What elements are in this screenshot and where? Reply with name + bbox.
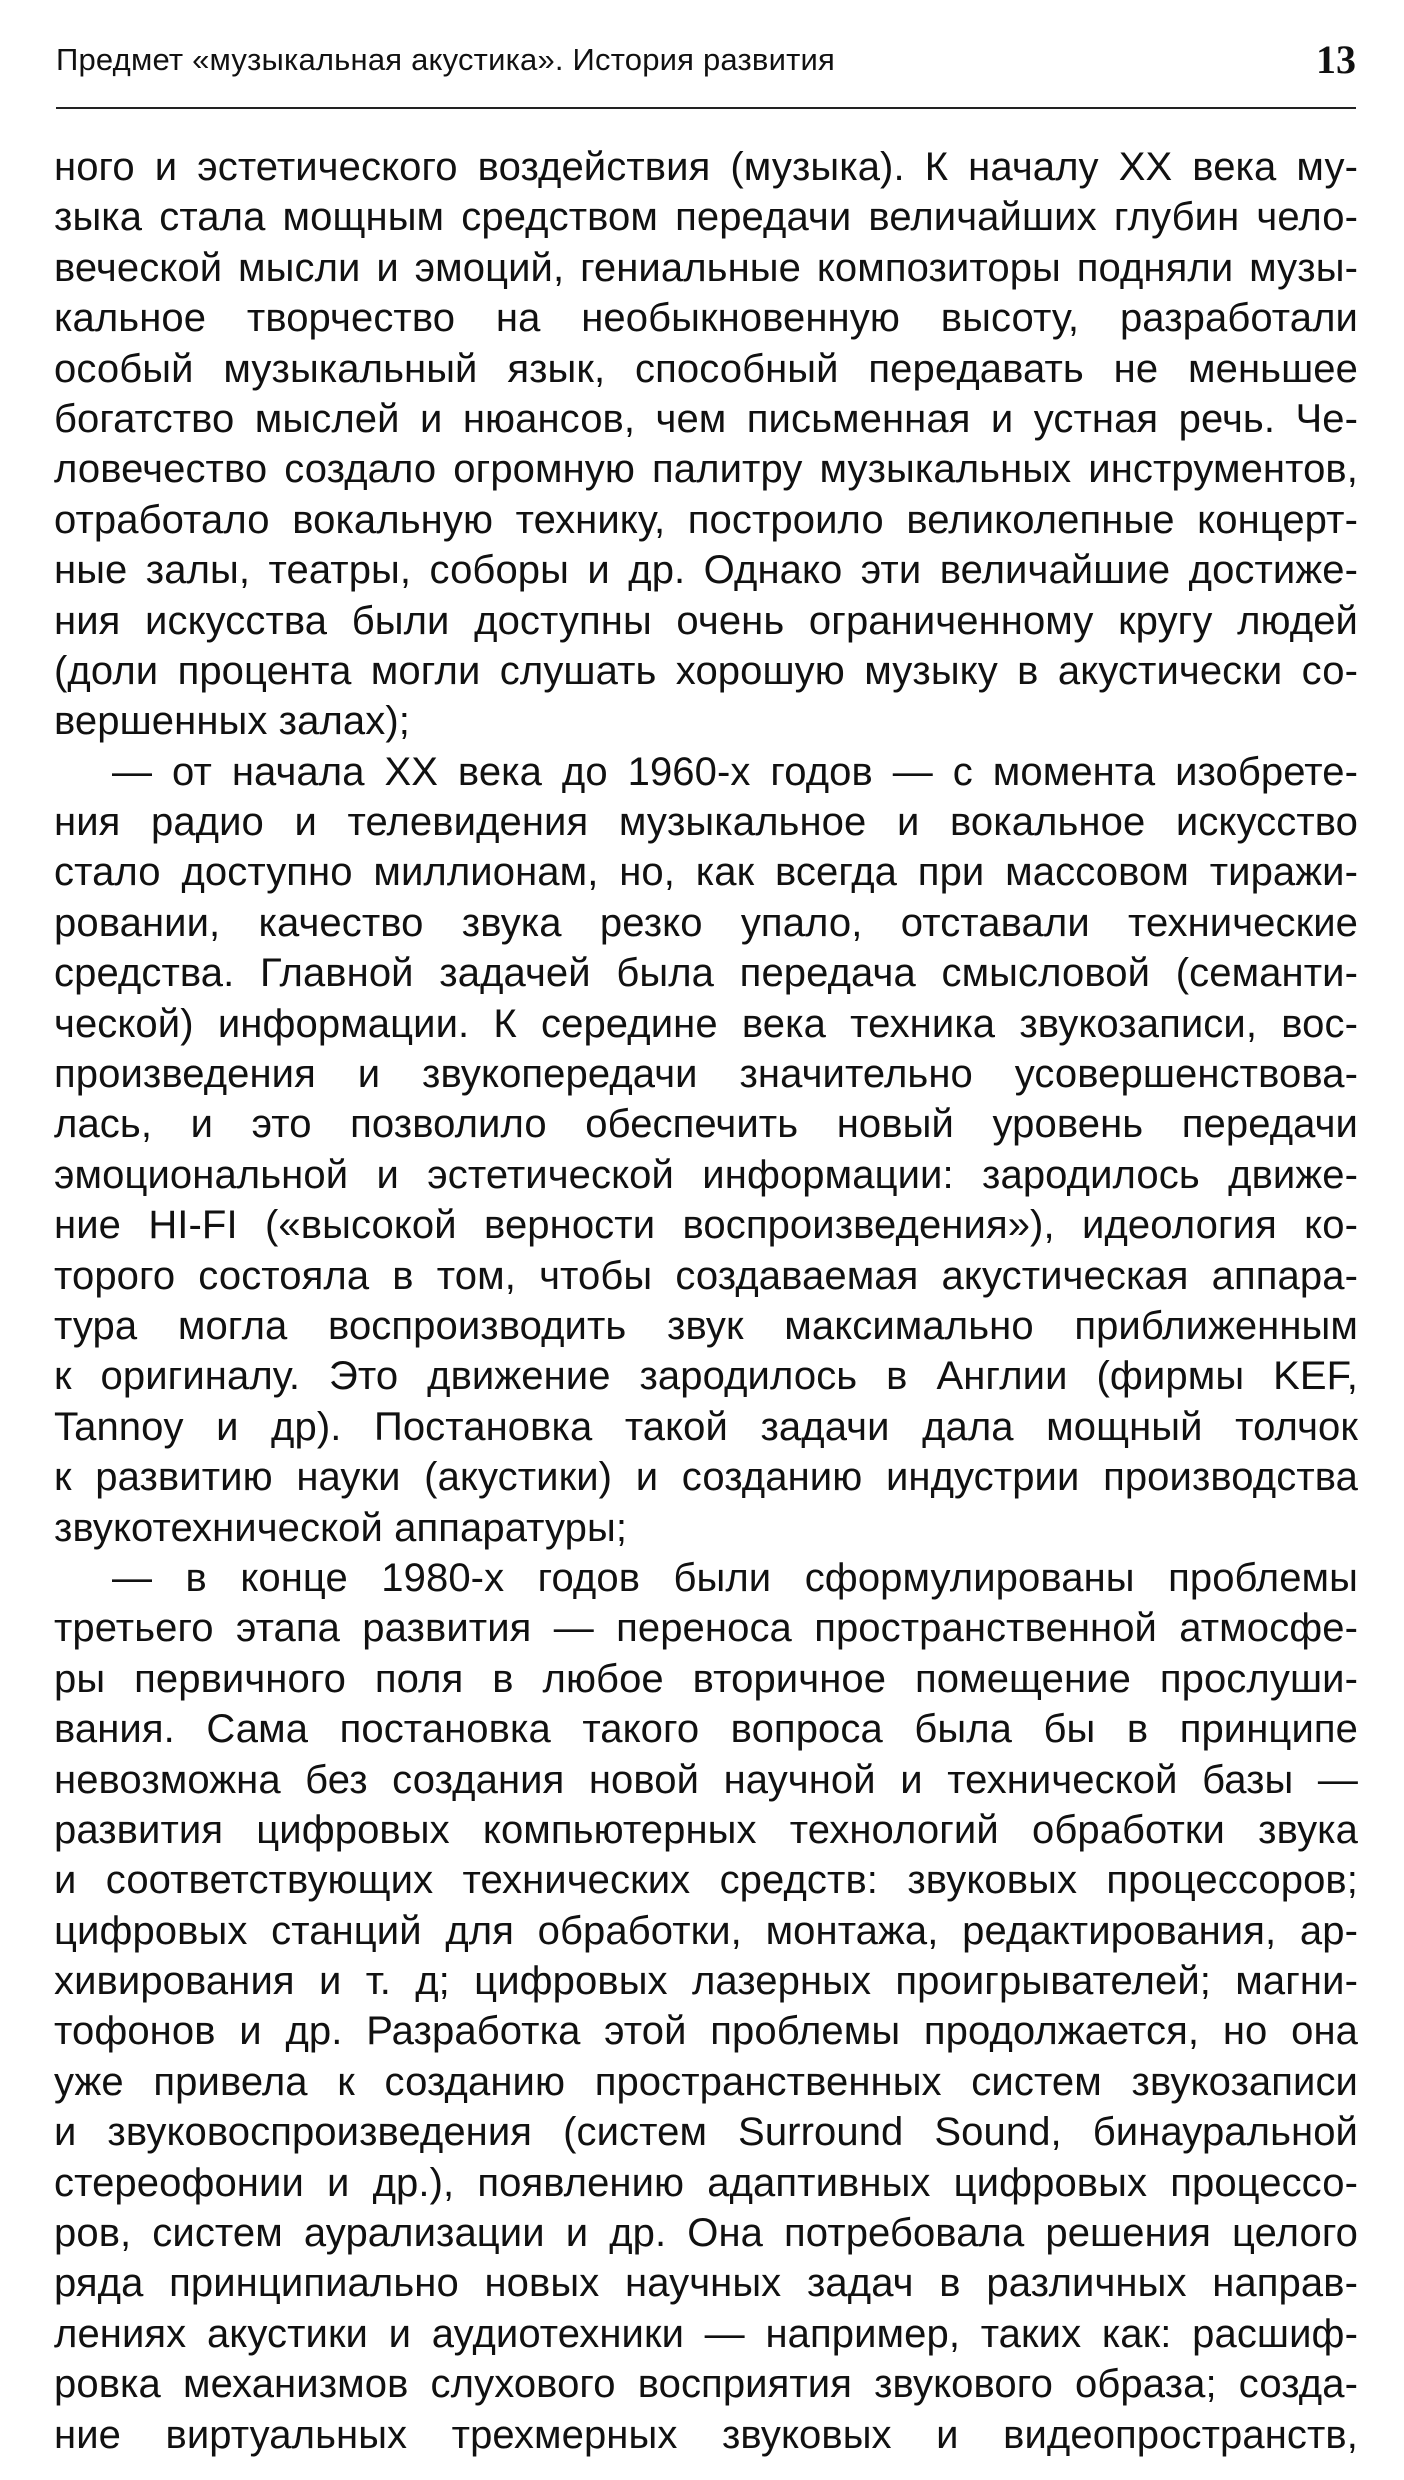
text-line: ние HI-FI («высокой верности воспроизведения»), идеология ко- [54, 1203, 1358, 1248]
text-line: ры первичного поля в любое вторичное помещение прослуши- [54, 1656, 1358, 1701]
text-line: ряда принципиально новых научных задач в различных направ- [54, 2261, 1358, 2306]
text-line: ров, систем аурализации и др. Она потребовала решения целого [54, 2211, 1358, 2256]
text-line: к оригиналу. Это движение зародилось в Англии (фирмы KEF, [54, 1354, 1358, 1399]
text-line: — от начала XX века до 1960-х годов — с момента изобрете- [112, 749, 1358, 794]
text-line: ние виртуальных трехмерных звуковых и видеопространств, [54, 2412, 1358, 2457]
text-line: цифровых станций для обработки, монтажа, редактирования, ар- [54, 1908, 1358, 1953]
text-line: невозможна без создания новой научной и технической базы — [54, 1757, 1358, 1802]
text-line: ния искусства были доступны очень ограниченному кругу людей [54, 598, 1358, 643]
text-line: (доли процента могли слушать хорошую музыку в акустически со- [54, 648, 1358, 693]
text-line: лась, и это позволило обеспечить новый уровень передачи [54, 1102, 1358, 1147]
text-line: ровании, качество звука резко упало, отставали технические [54, 900, 1358, 945]
text-line: и соответствующих технических средств: звуковых процессоров; [54, 1858, 1358, 1903]
text-line: торого состояла в том, чтобы создаваемая акустическая аппара- [54, 1253, 1358, 1298]
text-line: стало доступно миллионам, но, как всегда при массовом тиражи- [54, 850, 1358, 895]
running-header [56, 36, 1356, 92]
header-rule [56, 107, 1356, 109]
text-line: ного и эстетического воздействия (музыка). К началу XX века му- [54, 145, 1358, 189]
text-line: Tannoy и др). Постановка такой задачи дала мощный толчок [54, 1404, 1358, 1449]
text-line: богатство мыслей и нюансов, чем письменная и устная речь. Че- [54, 396, 1358, 441]
text-line: ческой) информации. К середине века техника звукозаписи, вос- [54, 1001, 1358, 1046]
text-line: вания. Сама постановка такого вопроса была бы в принципе [54, 1707, 1358, 1752]
text-line: ровка механизмов слухового восприятия звукового образа; созда- [54, 2362, 1358, 2407]
text-line: и звуковоспроизведения (систем Surround Sound, бинауральной [54, 2110, 1358, 2155]
body-text [54, 142, 1358, 2460]
text-line: вершенных залах); [54, 699, 410, 744]
text-line: особый музыкальный язык, способный передавать не меньшее [54, 346, 1358, 391]
text-line: тура могла воспроизводить звук максимально приближенным [54, 1303, 1358, 1348]
text-line: уже привела к созданию пространственных систем звукозаписи [54, 2059, 1358, 2104]
text-line: развития цифровых компьютерных технологий обработки звука [54, 1807, 1358, 1852]
text-line: зыка стала мощным средством передачи величайших глубин чело- [54, 195, 1358, 240]
text-line: отработало вокальную технику, построило великолепные концерт- [54, 497, 1358, 542]
running-title: Предмет «музыкальная акустика». История развития [56, 42, 836, 77]
text-line: ловечество создало огромную палитру музыкальных инструментов, [54, 447, 1358, 492]
text-line: хивирования и т. д; цифровых лазерных проигрывателей; магни- [54, 1959, 1358, 2004]
text-line: средства. Главной задачей была передача смысловой (семанти- [54, 951, 1358, 996]
text-line: звукотехнической аппаратуры; [54, 1505, 628, 1550]
text-line: лениях акустики и аудиотехники — например, таких как: расшиф- [54, 2311, 1358, 2356]
text-line: кальное творчество на необыкновенную высоту, разработали [54, 296, 1358, 341]
text-line: веческой мысли и эмоций, гениальные композиторы подняли музы- [54, 245, 1358, 290]
text-line: ния радио и телевидения музыкальное и вокальное искусство [54, 800, 1358, 845]
page-number: 13 [1316, 37, 1356, 82]
text-line: ные залы, театры, соборы и др. Однако эти величайшие достиже- [54, 548, 1358, 593]
text-line: эмоциональной и эстетической информации: зародилось движе- [54, 1152, 1358, 1197]
text-line: третьего этапа развития — переноса пространственной атмосфе- [54, 1606, 1358, 1651]
text-line: к развитию науки (акустики) и созданию индустрии производства [54, 1455, 1358, 1500]
text-line: стереофонии и др.), появлению адаптивных цифровых процессо- [54, 2160, 1358, 2205]
text-line: — в конце 1980-х годов были сформулированы проблемы [112, 1555, 1358, 1600]
text-line: тофонов и др. Разработка этой проблемы продолжается, но она [54, 2009, 1358, 2054]
text-line: произведения и звукопередачи значительно усовершенствова- [54, 1052, 1358, 1097]
